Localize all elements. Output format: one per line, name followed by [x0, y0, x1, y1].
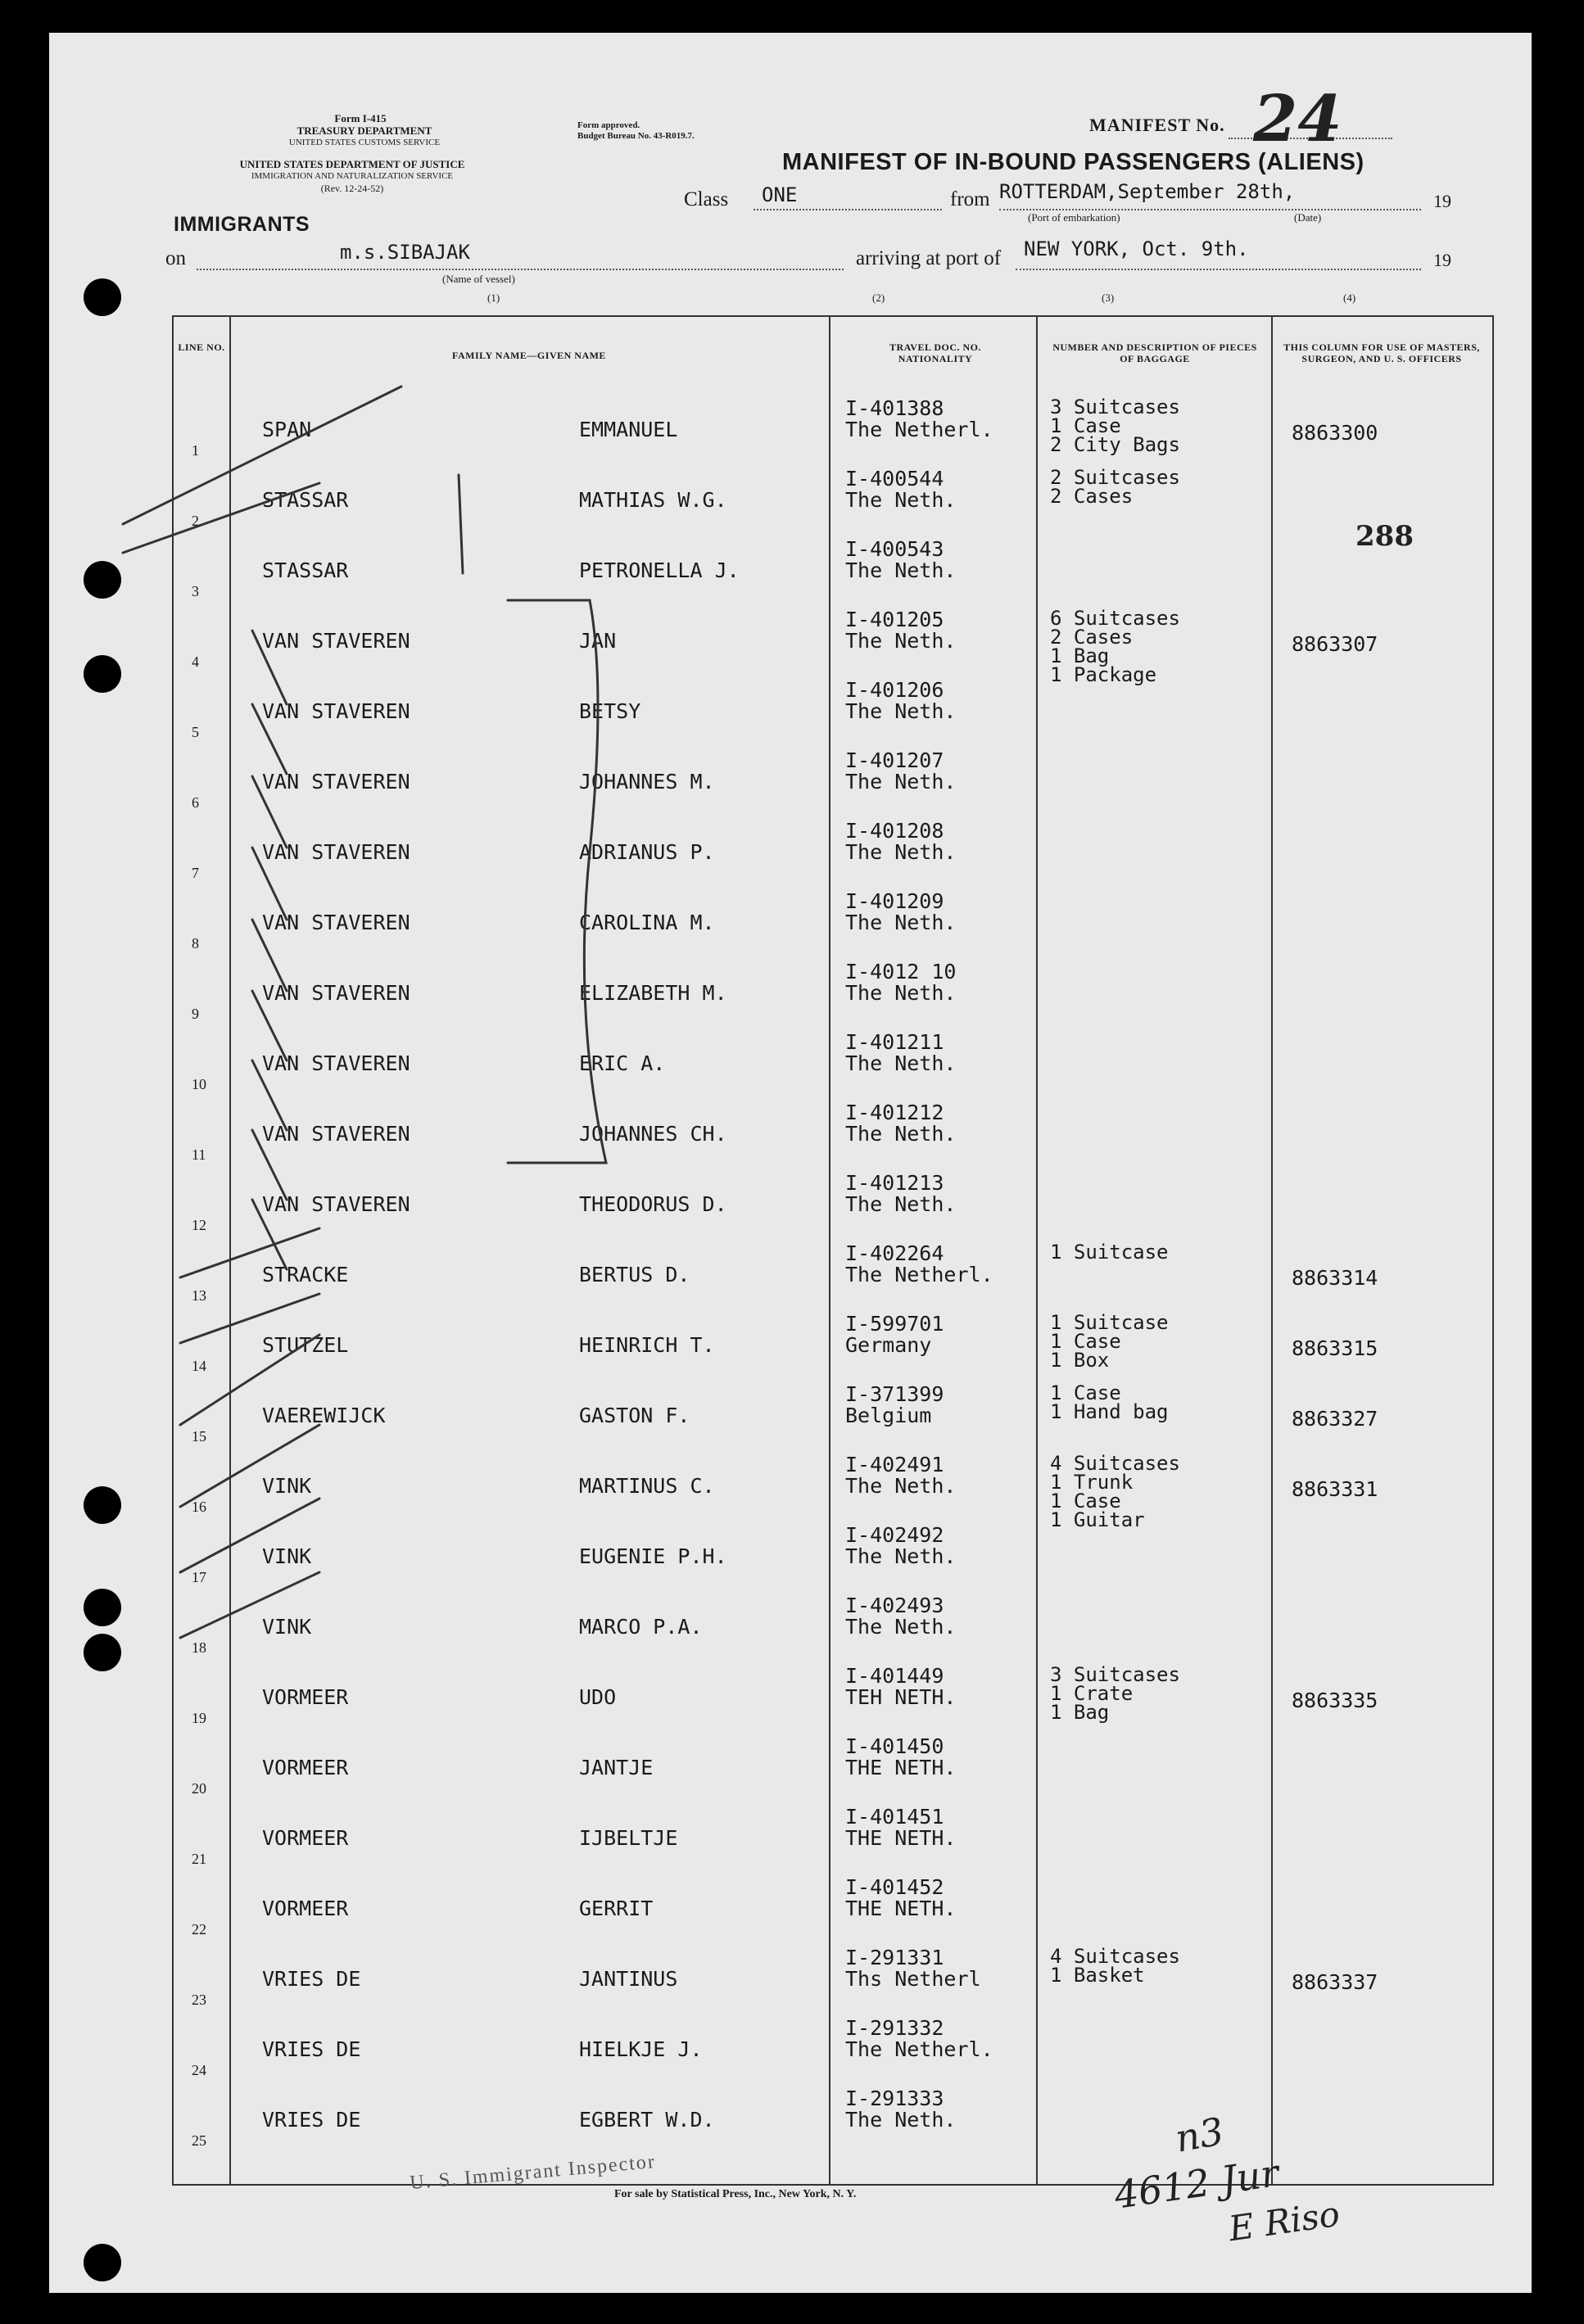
table-row	[174, 2085, 1492, 2155]
line-number: 3	[192, 583, 199, 599]
header-name: FAMILY NAME—GIVEN NAME	[452, 350, 606, 361]
vessel-line	[197, 269, 844, 270]
family-name: VRIES DE	[262, 2108, 361, 2132]
travel-doc-no: I-401450	[845, 1734, 944, 1758]
nationality: The Neth.	[845, 558, 957, 582]
press-footer: For sale by Statistical Press, Inc., New York, N. Y.	[614, 2188, 857, 2200]
nationality: The Neth.	[845, 1122, 957, 1146]
officer-number: 8863314	[1292, 1266, 1378, 1290]
table-row	[174, 1451, 1492, 1531]
baggage: 6 Suitcases 2 Cases 1 Bag 1 Package	[1050, 607, 1180, 686]
nationality: The Neth.	[845, 488, 957, 512]
line-number: 5	[192, 724, 199, 740]
line-number: 12	[192, 1217, 206, 1233]
nationality: The Neth.	[845, 629, 957, 653]
given-name: MARTINUS C.	[579, 1474, 715, 1498]
family-name: VORMEER	[262, 1897, 349, 1920]
given-name: ERIC A.	[579, 1051, 666, 1075]
class-label: Class	[684, 188, 729, 210]
travel-doc-no: I-401207	[845, 748, 944, 772]
table-row	[174, 1169, 1492, 1240]
officer-number: 8863331	[1292, 1477, 1378, 1501]
given-name: CAROLINA M.	[579, 911, 715, 934]
given-name: EGBERT W.D.	[579, 2108, 715, 2132]
given-name: JANTINUS	[579, 1967, 678, 1991]
punch-hole	[84, 1634, 121, 1671]
given-name: GASTON F.	[579, 1404, 690, 1427]
given-name: EMMANUEL	[579, 418, 678, 441]
travel-doc-no: I-401206	[845, 678, 944, 702]
line-number: 2	[192, 513, 199, 529]
baggage: 3 Suitcases 1 Crate 1 Bag	[1050, 1663, 1180, 1724]
family-name: STRACKE	[262, 1263, 349, 1286]
line-number: 11	[192, 1146, 206, 1163]
punch-hole	[84, 561, 121, 599]
given-name: JOHANNES CH.	[579, 1122, 727, 1146]
table-row	[174, 606, 1492, 686]
given-name: HIELKJE J.	[579, 2037, 703, 2061]
line-number: 25	[192, 2132, 206, 2149]
given-name: BETSY	[579, 699, 641, 723]
family-name: VINK	[262, 1474, 312, 1498]
family-name: VAN STAVEREN	[262, 629, 410, 653]
travel-doc-no: I-402491	[845, 1453, 944, 1476]
arriving-value: NEW YORK, Oct. 9th.	[1024, 237, 1249, 260]
family-name: VINK	[262, 1544, 312, 1568]
nationality: The Netherl.	[845, 1263, 993, 1286]
table-row	[174, 1029, 1492, 1099]
col-num-4: (4)	[1343, 292, 1356, 304]
given-name: ELIZABETH M.	[579, 981, 727, 1005]
punch-hole	[84, 278, 121, 316]
nationality: The Netherl.	[845, 418, 993, 441]
family-name: VORMEER	[262, 1685, 349, 1709]
travel-doc-no: I-401209	[845, 889, 944, 913]
given-name: THEODORUS D.	[579, 1192, 727, 1216]
table-row	[174, 536, 1492, 606]
given-name: HEINRICH T.	[579, 1333, 715, 1357]
nationality: Germany	[845, 1333, 932, 1357]
class-line	[754, 209, 942, 210]
baggage: 1 Suitcase	[1050, 1241, 1169, 1264]
family-name: STASSAR	[262, 558, 349, 582]
nationality: TEH NETH.	[845, 1685, 957, 1709]
from-value: ROTTERDAM,September 28th,	[999, 180, 1296, 203]
given-name: UDO	[579, 1685, 617, 1709]
table-row	[174, 747, 1492, 817]
table-row	[174, 1521, 1492, 1592]
travel-doc-no: I-401449	[845, 1664, 944, 1688]
family-name: STASSAR	[262, 488, 349, 512]
baggage: 2 Suitcases 2 Cases	[1050, 466, 1180, 508]
arriving-label: arriving at port of	[856, 247, 1002, 269]
vessel-name: m.s.SIBAJAK	[340, 241, 470, 264]
family-name: VAN STAVEREN	[262, 770, 410, 794]
category-label: IMMIGRANTS	[174, 213, 310, 236]
table-row	[174, 395, 1492, 465]
given-name: EUGENIE P.H.	[579, 1544, 727, 1568]
officer-number: 8863335	[1292, 1689, 1378, 1712]
table-row	[174, 1874, 1492, 1944]
travel-doc-no: I-291331	[845, 1946, 944, 1969]
travel-doc-no: I-402493	[845, 1594, 944, 1617]
line-number: 14	[192, 1358, 206, 1374]
year-label-2: 19	[1433, 250, 1451, 270]
customs-service: UNITED STATES CUSTOMS SERVICE	[288, 138, 441, 147]
nationality: Belgium	[845, 1404, 932, 1427]
given-name: GERRIT	[579, 1897, 654, 1920]
line-number: 9	[192, 1006, 199, 1022]
line-number: 1	[192, 442, 199, 459]
baggage: 3 Suitcases 1 Case 2 City Bags	[1050, 396, 1180, 456]
officer-number: 8863327	[1292, 1407, 1378, 1431]
table-row	[174, 1310, 1492, 1381]
family-name: SPAN	[262, 418, 312, 441]
manifest-page	[49, 33, 1532, 2293]
punch-hole	[84, 2244, 121, 2281]
nationality: The Neth.	[845, 1615, 957, 1639]
nationality: The Neth.	[845, 840, 957, 864]
family-name: VAEREWIJCK	[262, 1404, 386, 1427]
table-row	[174, 817, 1492, 888]
punch-hole	[84, 1589, 121, 1626]
line-number: 13	[192, 1287, 206, 1304]
travel-doc-no: I-401212	[845, 1101, 944, 1124]
travel-doc-no: I-401205	[845, 608, 944, 631]
family-name: VAN STAVEREN	[262, 1122, 410, 1146]
nationality: THE NETH.	[845, 1756, 957, 1779]
line-number: 20	[192, 1780, 206, 1797]
passenger-table	[172, 315, 1494, 2186]
nationality: The Neth.	[845, 2108, 957, 2132]
nationality: The Neth.	[845, 770, 957, 794]
officer-number: 8863315	[1292, 1336, 1378, 1360]
officer-number: 8863337	[1292, 1970, 1378, 1994]
punch-hole	[84, 655, 121, 693]
family-name: VAN STAVEREN	[262, 699, 410, 723]
form-approved: Form approved.	[577, 120, 640, 130]
port-embarkation-caption: (Port of embarkation)	[1028, 211, 1120, 224]
nationality: The Neth.	[845, 911, 957, 934]
handwritten-note-margin: n3	[1171, 2109, 1228, 2161]
ins-service: IMMIGRATION AND NATURALIZATION SERVICE	[251, 171, 454, 181]
header-travel-doc: TRAVEL DOC. NO. NATIONALITY	[889, 341, 981, 364]
line-number: 7	[192, 865, 199, 881]
given-name: JAN	[579, 629, 617, 653]
travel-doc-no: I-402492	[845, 1523, 944, 1547]
nationality: The Neth.	[845, 1051, 957, 1075]
table-row	[174, 1381, 1492, 1451]
header-officers: THIS COLUMN FOR USE OF MASTERS, SURGEON, AND U. S. OFFICERS	[1283, 341, 1480, 364]
travel-doc-no: I-401208	[845, 819, 944, 843]
manifest-title: MANIFEST OF IN-BOUND PASSENGERS (ALIENS)	[782, 149, 1365, 175]
line-number: 16	[192, 1499, 206, 1515]
line-number: 8	[192, 935, 199, 952]
family-name: VAN STAVEREN	[262, 981, 410, 1005]
line-number: 6	[192, 794, 199, 811]
table-row	[174, 1099, 1492, 1169]
travel-doc-no: I-599701	[845, 1312, 944, 1336]
given-name: MARCO P.A.	[579, 1615, 703, 1639]
line-number: 21	[192, 1851, 206, 1867]
form-revision: (Rev. 12-24-52)	[320, 183, 384, 194]
family-name: VAN STAVEREN	[262, 911, 410, 934]
travel-doc-no: I-400543	[845, 537, 944, 561]
table-row	[174, 1240, 1492, 1310]
nationality: The Neth.	[845, 1192, 957, 1216]
handwritten-note-bottom: 4612 Jur	[1111, 2150, 1282, 2218]
table-row	[174, 1592, 1492, 1662]
baggage: 4 Suitcases 1 Basket	[1050, 1945, 1180, 1987]
treasury-dept: TREASURY DEPARTMENT	[296, 124, 432, 137]
line-number: 24	[192, 2062, 206, 2078]
table-row	[174, 888, 1492, 958]
table-row	[174, 1662, 1492, 1733]
travel-doc-no: I-401213	[845, 1171, 944, 1195]
baggage: 1 Case 1 Hand bag	[1050, 1381, 1169, 1423]
line-number: 4	[192, 653, 199, 670]
given-name: ADRIANUS P.	[579, 840, 715, 864]
punch-hole	[84, 1486, 121, 1524]
travel-doc-no: I-402264	[845, 1241, 944, 1265]
nationality: Ths Netherl	[845, 1967, 981, 1991]
travel-doc-no: I-400544	[845, 467, 944, 491]
manifest-no-handwritten: 24	[1253, 82, 1342, 156]
nationality: The Neth.	[845, 1474, 957, 1498]
on-label: on	[165, 247, 186, 269]
manifest-no-label: MANIFEST No.	[1089, 115, 1225, 135]
header-line-no: LINE NO.	[178, 341, 225, 353]
line-number: 17	[192, 1569, 206, 1585]
line-number: 19	[192, 1710, 206, 1726]
budget-bureau: Budget Bureau No. 43-R019.7.	[577, 131, 695, 141]
line-number: 10	[192, 1076, 206, 1092]
nationality: THE NETH.	[845, 1826, 957, 1850]
inspector-stamp: U. S. Immigrant Inspector	[409, 2150, 657, 2195]
given-name: IJBELTJE	[579, 1826, 678, 1850]
travel-doc-no: I-401451	[845, 1805, 944, 1829]
from-line	[999, 209, 1421, 210]
baggage: 1 Suitcase 1 Case 1 Box	[1050, 1311, 1169, 1372]
family-name: VAN STAVEREN	[262, 840, 410, 864]
travel-doc-no: I-401388	[845, 396, 944, 420]
nationality: THE NETH.	[845, 1897, 957, 1920]
officer-number: 8863307	[1292, 632, 1378, 656]
from-label: from	[950, 188, 990, 210]
travel-doc-no: I-291332	[845, 2016, 944, 2040]
nationality: The Netherl.	[845, 2037, 993, 2061]
table-row	[174, 465, 1492, 536]
nationality: The Neth.	[845, 1544, 957, 1568]
table-row	[174, 2014, 1492, 2085]
given-name: PETRONELLA J.	[579, 558, 740, 582]
family-name: VAN STAVEREN	[262, 1192, 410, 1216]
nationality: The Neth.	[845, 699, 957, 723]
family-name: VRIES DE	[262, 2037, 361, 2061]
family-name: VORMEER	[262, 1826, 349, 1850]
dept-justice: UNITED STATES DEPARTMENT OF JUSTICE	[239, 158, 465, 170]
family-name: VRIES DE	[262, 1967, 361, 1991]
date-caption: (Date)	[1294, 211, 1322, 224]
table-row	[174, 1733, 1492, 1803]
arriving-line	[1016, 269, 1421, 270]
line-number: 18	[192, 1639, 206, 1656]
given-name: MATHIAS W.G.	[579, 488, 727, 512]
table-row	[174, 958, 1492, 1029]
family-name: VAN STAVEREN	[262, 1051, 410, 1075]
family-name: STUTZEL	[262, 1333, 349, 1357]
form-number: Form I-415	[334, 112, 387, 124]
table-row	[174, 1803, 1492, 1874]
side-number-handwritten: 288	[1355, 520, 1414, 553]
given-name: JANTJE	[579, 1756, 654, 1779]
travel-doc-no: I-4012 10	[845, 960, 957, 983]
travel-doc-no: I-371399	[845, 1382, 944, 1406]
col-num-2: (2)	[872, 292, 885, 304]
class-value: ONE	[762, 183, 798, 206]
given-name: BERTUS D.	[579, 1263, 690, 1286]
inspector-initials: E Riso	[1226, 2193, 1342, 2249]
travel-doc-no: I-401452	[845, 1875, 944, 1899]
line-number: 23	[192, 1992, 206, 2008]
header-baggage: NUMBER AND DESCRIPTION OF PIECES OF BAGGAGE	[1052, 341, 1257, 364]
family-name: VORMEER	[262, 1756, 349, 1779]
baggage: 4 Suitcases 1 Trunk 1 Case 1 Guitar	[1050, 1452, 1180, 1531]
line-number: 22	[192, 1921, 206, 1937]
travel-doc-no: I-401211	[845, 1030, 944, 1054]
vessel-caption: (Name of vessel)	[442, 273, 515, 285]
table-row	[174, 1944, 1492, 2014]
family-name: VINK	[262, 1615, 312, 1639]
table-row	[174, 676, 1492, 747]
col-num-1: (1)	[487, 292, 500, 304]
officer-number: 8863300	[1292, 421, 1378, 445]
given-name: JOHANNES M.	[579, 770, 715, 794]
line-number: 15	[192, 1428, 206, 1445]
col-num-3: (3)	[1102, 292, 1115, 304]
year-label-1: 19	[1433, 191, 1451, 211]
travel-doc-no: I-291333	[845, 2087, 944, 2110]
nationality: The Neth.	[845, 981, 957, 1005]
